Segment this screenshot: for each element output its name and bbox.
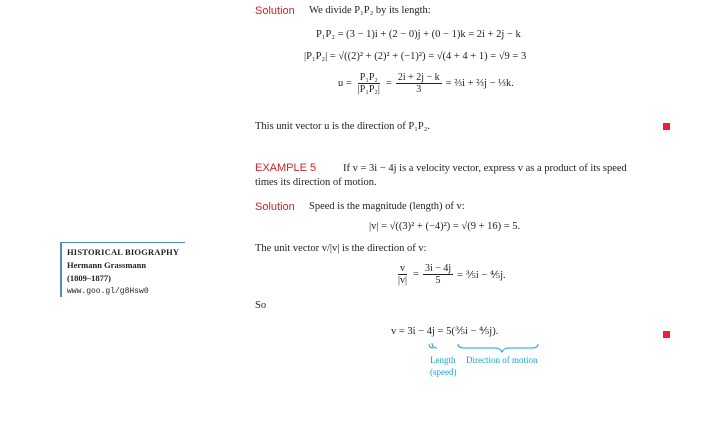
eq-rhs: = ⅔i + ⅔j − ⅓k. [445, 78, 514, 89]
equation-speed: |v| = √((3)² + (−4)²) = √(9 + 16) = 5. [369, 221, 521, 232]
biography-url[interactable]: www.goo.gl/g8Hsw0 [67, 287, 149, 296]
eq-equals: = [385, 78, 392, 89]
underbrace-direction [458, 344, 538, 352]
biography-years: (1809–1877) [67, 273, 111, 283]
underbrace-length [432, 343, 437, 348]
fraction-numerator: v [400, 263, 405, 274]
fraction-vector [396, 72, 442, 95]
fraction-velocity [423, 263, 453, 286]
solution-2-text2: The unit vector v/|v| is the direction of v: [255, 243, 427, 254]
label-speed: (speed) [430, 367, 457, 377]
solution-heading-1: Solution [255, 5, 295, 17]
label-direction-of-motion: Direction of motion [466, 355, 538, 365]
label-length: Length [430, 355, 456, 365]
fraction-denominator: |v| [398, 275, 408, 286]
equation-direction [396, 263, 506, 286]
fraction-numerator: 2i + 2j − k [397, 72, 440, 83]
fraction-denominator: |P₁P₂| [357, 84, 380, 95]
fraction-v-over-mag [396, 263, 409, 286]
solution-2-text: Speed is the magnitude (length) of v: [309, 201, 465, 212]
solution-1-closing: This unit vector u is the direction of P₁P₂. [255, 121, 431, 132]
fraction-denominator: 3 [416, 84, 422, 95]
equation-p1p2: P₁P₂ = (3 − 1)i + (2 − 0)j + (0 − 1)k = 2i + 2j − k [316, 29, 521, 40]
fraction-denominator: 5 [435, 275, 441, 286]
end-of-solution-marker [663, 331, 670, 338]
so-text: So [255, 300, 267, 311]
biography-name: Hermann Grassmann [67, 260, 147, 270]
biography-top-rule [60, 242, 185, 243]
biography-accent-bar [60, 243, 62, 297]
biography-heading: HISTORICAL BIOGRAPHY [67, 247, 180, 257]
example-text-line2: times its direction of motion. [255, 177, 377, 188]
solution-1-text: We divide P₁P₂ by its length: [309, 5, 431, 16]
fraction-p1p2 [356, 72, 382, 95]
underbrace-annotations [428, 343, 540, 355]
equation-velocity-product: v = 3i − 4j = 5(⅗i − ⅘j). [391, 326, 499, 337]
solution-heading-2: Solution [255, 201, 295, 213]
equation-magnitude: |P₁P₂| = √((2)² + (2)² + (−1)²) = √(4 + 4 + 1) = √9 = 3 [304, 51, 527, 62]
eq-equals: = [413, 269, 419, 280]
fraction-numerator: 3i − 4j [424, 263, 452, 274]
example-heading: EXAMPLE 5 [255, 162, 317, 174]
eq-rhs: = ⅗i − ⅘j. [457, 269, 506, 281]
eq-lhs: u = [338, 78, 352, 89]
equation-unit-vector [338, 72, 514, 95]
example-text-line1: If v = 3i − 4j is a velocity vector, express v as a product of its speed [343, 163, 627, 174]
end-of-solution-marker [663, 123, 670, 130]
fraction-numerator: P₁P₂ [359, 72, 378, 83]
